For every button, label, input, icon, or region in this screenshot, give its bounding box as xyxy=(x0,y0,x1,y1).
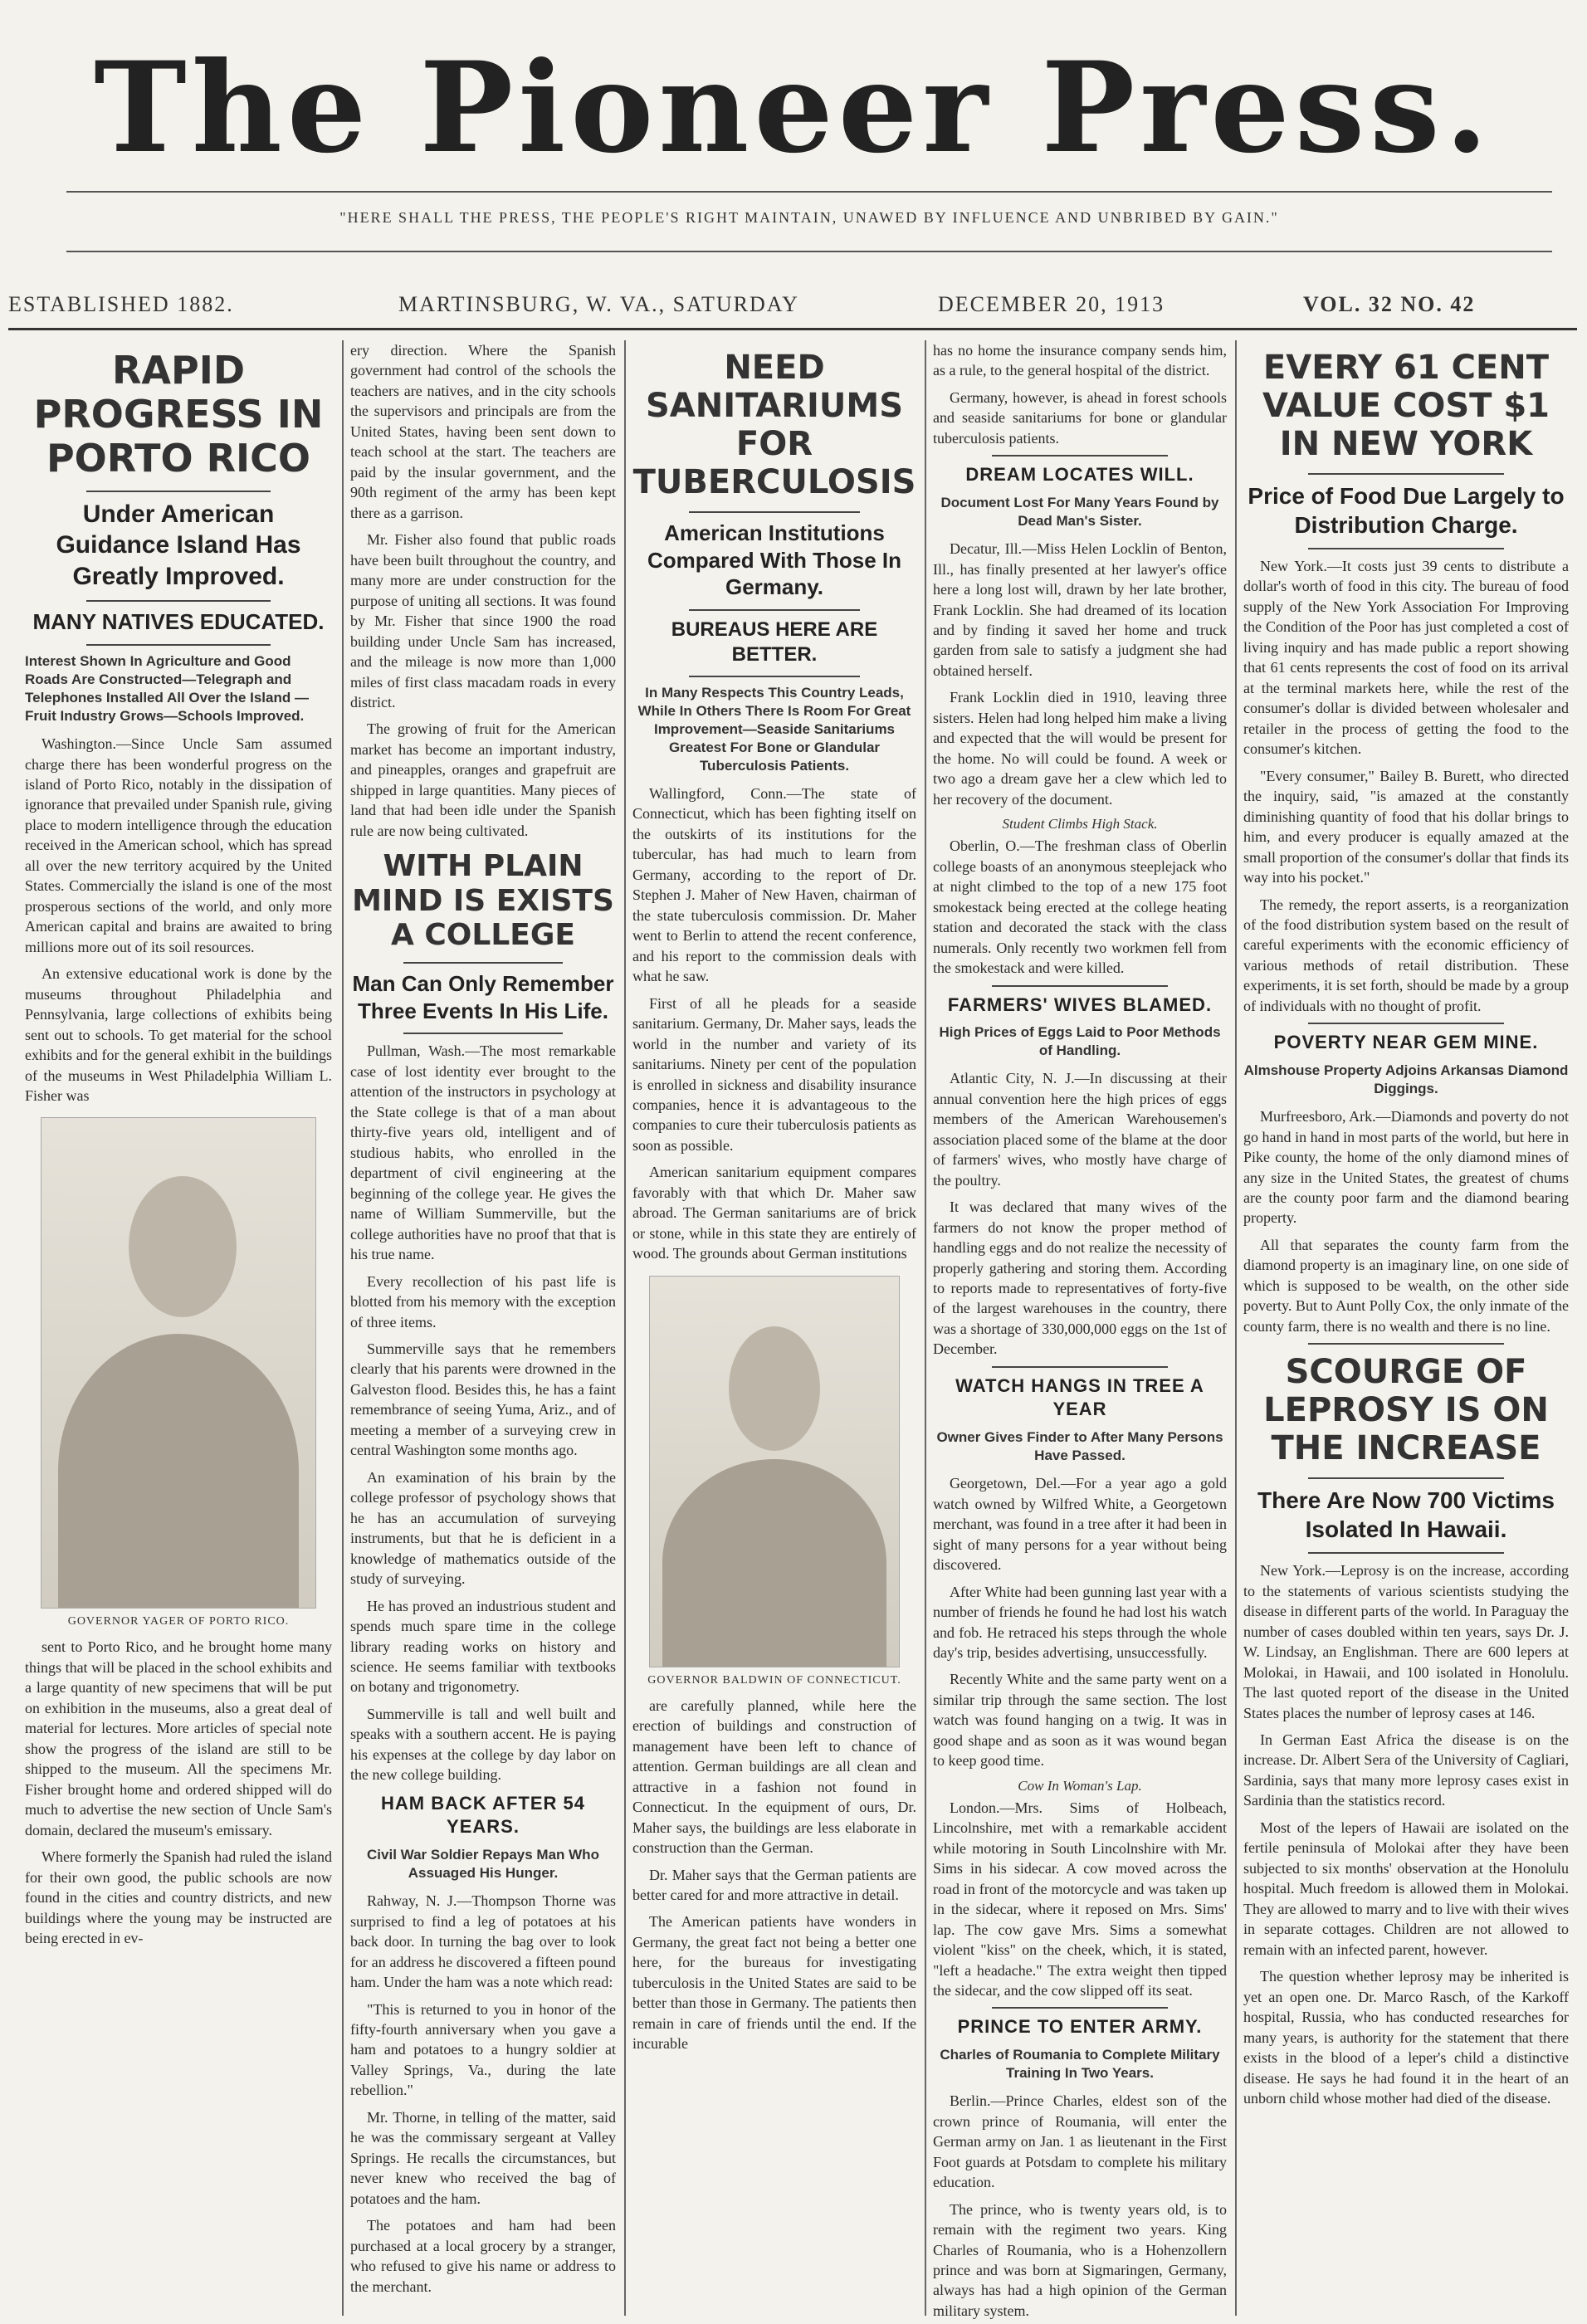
divider xyxy=(689,511,859,513)
divider xyxy=(1308,1477,1503,1479)
article-paragraph: Wallingford, Conn.—The state of Connecticut, which has been fighting itself on the outskirts of its institutions for the tubercular, has had much to learn from Germany, according to the report of Dr. Stephen J. Maher of New Haven, chairman of the state tuberculosis commission. Dr. Maher went to Berlin to attend the recent conference, and his report to the commission deals with what he saw. xyxy=(632,784,916,985)
motto: "HERE SHALL THE PRESS, THE PEOPLE'S RIGHT MAINTAIN, UNAWED BY INFLUENCE AND UNBRIBED BY GAIN." xyxy=(339,209,1279,226)
established: ESTABLISHED 1882. xyxy=(8,292,234,316)
portrait-shoulders xyxy=(662,1459,886,1667)
article-paragraph: sent to Porto Rico, and he brought home many things that will be placed in the school exhibits and a large quantity of new specimens that will be put on exhibition in the museums, also a great deal of material for lectures. More articles of special note show the progress of the island are still to be shipped to the museum. All the specimens Mr. Fisher brought home and ordered shipped will do much to advertise the new section of Uncle Sam's domain, declared the museum's emissary. xyxy=(25,1638,332,1838)
divider xyxy=(689,609,859,611)
column-rule xyxy=(925,340,926,2316)
subhead-porto-rico: Under American Guidance Island Has Greatly Improved. xyxy=(56,500,301,590)
headline-ham: HAM BACK AFTER 54 YEARS. xyxy=(381,1792,585,1838)
article-paragraph: are carefully planned, while here the erection of buildings and construction of management have been left to chance of attention. German buildings are all clean and attractive in a fashion not found in Connecticut. In the equipment of ours, Dr. Maher says, the buildings are less elaborate in construction than the German. xyxy=(632,1697,916,1857)
column-1 xyxy=(25,340,332,2320)
article-paragraph: Where formerly the Spanish had ruled the island for their own good, the public schools are now found in the cities and country districts, and new buildings where the young may be instructed are being erected in ev- xyxy=(25,1848,332,1947)
article-paragraph: New York.—Leprosy is on the increase, according to the statements of various scientists studying the disease in different parts of the world. In Paraguay the number of cases doubled within ten years, says Dr. J. W. Lindsay, an Englishman. There are 600 lepers at Molokai, in Hawaii, and 100 isolated in Honolulu. The last quoted report of the disease in the United States places the number of leprosy cases at 146. xyxy=(1243,1562,1569,1721)
article-paragraph: Oberlin, O.—The freshman class of Oberlin college boasts of an anonymous steeplejack who at night climbed to the top of a new 175 foot smokestack being erected at the college heating station and decorated the stack with the class numerals. Only recently two workmen fell from the smokestack and were killed. xyxy=(933,837,1227,977)
article-paragraph: Washington.—Since Uncle Sam assumed charge there has been wonderful progress on the island of Porto Rico, notably in the dissipation of ignorance that prevailed under Spanish rule, giving place to modern intelligence through the education received in the American school, which has spread all over the new territory acquired by the United States. Commercially the island is one of the most prosperous sections of the world, and only more American capital and brains are awaited to bring millions more out of its soil resources. xyxy=(25,735,332,955)
divider xyxy=(992,985,1168,987)
deck-porto-rico: Interest Shown In Agriculture and Good Roads Are Constructed—Telegraph and Telephones Installed All Over the Island — Fruit Industry Grows—Schools Improved. xyxy=(25,652,309,724)
column-5 xyxy=(1243,340,1569,2320)
column-4 xyxy=(933,340,1227,2320)
article-paragraph: Mr. Thorne, in telling of the matter, said he was the commissary sergeant at Valley Springs. He recalls the circumstances, but never knew who received the bag of potatoes and the ham. xyxy=(350,2108,616,2207)
deck-prince-army: Charles of Roumania to Complete Military Training In Two Years. xyxy=(940,2047,1220,2082)
deck-watch-tree: Owner Gives Finder to After Many Persons Have Passed. xyxy=(936,1429,1223,1464)
article-paragraph: Decatur, Ill.—Miss Helen Locklin of Benton, Ill., has finally presented at her lawyer's office here a long lost will, drawn by her late brother, Frank Locklin. She had dreamed of its location and by finding it saved her home and truck garden from sale to satisfy a judgment she had obtained herself. xyxy=(933,540,1227,679)
article-paragraph: Recently White and the same party went on a similar trip through the same section. The lost watch was found hanging on a twig. It was in good shape and as soon as it was wound began to keep good time. xyxy=(933,1671,1227,1770)
subhead-student-stack: Student Climbs High Stack. xyxy=(1002,816,1158,832)
newspaper-title: The Pioneer Press. xyxy=(94,35,1493,181)
subhead-natives: MANY NATIVES EDUCATED. xyxy=(32,609,325,635)
article-paragraph: Every recollection of his past life is blotted from his memory with the exception of three items. xyxy=(350,1272,616,1330)
divider xyxy=(1308,1552,1503,1554)
article-paragraph: The remedy, the report asserts, is a reorganization of the food distribution system based on the result of careful experiments with the economic efficiency of various methods of retail distribution. These experiments, it is set forth, should be made by a group of individuals with no thought of profit. xyxy=(1243,896,1569,1014)
portrait-governor-yager xyxy=(41,1117,316,1609)
place: MARTINSBURG, W. VA., SATURDAY xyxy=(398,292,799,316)
divider xyxy=(992,2007,1168,2009)
deck-dream-will: Document Lost For Many Years Found by Dead Man's Sister. xyxy=(940,494,1219,530)
divider xyxy=(689,676,859,677)
article-paragraph: Rahway, N. J.—Thompson Thorne was surprised to find a leg of potatoes at his back door. In turning the bag over to look for an address he discovered a fifteen pound ham. Under the ham was a note which read: xyxy=(350,1892,616,1991)
issue-date: DECEMBER 20, 1913 xyxy=(938,292,1165,316)
divider xyxy=(86,600,271,602)
article-paragraph: Atlantic City, N. J.—In discussing at their annual convention here the high prices of eggs members of the American Warehousemen's association placed some of the blame at the door of farmers' wives, who mostly have charge of the poultry. xyxy=(933,1070,1227,1189)
caption-governor-baldwin: GOVERNOR BALDWIN OF CONNECTICUT. xyxy=(647,1673,901,1687)
article-paragraph: After White had been gunning last year with a number of friends he found he had lost his watch and fob. He retraced his steps through the whole day's trip, besides advertising, unsuccessfully. xyxy=(933,1583,1227,1661)
article-paragraph: The American patients have wonders in Germany, the great fact not being a better one here, for the bureaus for investigating tuberculosis in the United States are said to be better than those in Germany. The patients then remain in care of friends until the end. If the incurable xyxy=(632,1913,916,2053)
subhead-leprosy: There Are Now 700 Victims Isolated In Hawaii. xyxy=(1257,1487,1555,1543)
article-paragraph: Berlin.—Prince Charles, eldest son of the crown prince of Roumania, will enter the German army on Jan. 1 as lieutenant in the First Foot guards at Potsdam to complete his military education. xyxy=(933,2092,1227,2191)
portrait-shoulders xyxy=(58,1334,299,1608)
column-2 xyxy=(350,340,616,2320)
portrait-governor-baldwin xyxy=(649,1276,900,1667)
article-paragraph: London.—Mrs. Sims of Holbeach, Lincolnshire, met with a remarkable accident while motoring in South Lincolnshire with Mr. Sims in his sidecar. A cow moved across the road in front of the motorcycle and was taken up in the sidecar, where it reposed on Mrs. Sims' lap. The cow gave Mrs. Sims a somewhat violent "kiss" on the cheek, which, it is stated, "left a headache." The extra weight then tipped the sidecar, and the cow slipped off its seat. xyxy=(933,1799,1227,1999)
column-3 xyxy=(632,340,916,2320)
deck-farmers-wives: High Prices of Eggs Laid to Poor Methods of Handling. xyxy=(939,1024,1221,1059)
article-paragraph: Frank Locklin died in 1910, leaving three sisters. Helen had long helped him make a living and expected that the will would be present for the home. No will could be found. A week or two ago a dream gave her a clew which led to her recovery of the document. xyxy=(933,689,1227,808)
headline-watch-tree: WATCH HANGS IN TREE A YEAR xyxy=(955,1374,1204,1420)
article-paragraph: Georgetown, Del.—For a year ago a gold watch owned by Wilfred White, a Georgetown merchant, was found in a tree after it had been in sight of many persons for a year without being discovered. xyxy=(933,1475,1227,1574)
deck-ham: Civil War Soldier Repays Man Who Assuaged His Hunger. xyxy=(367,1847,599,1882)
article-paragraph: "This is returned to you in honor of the fifty-fourth anniversary when you gave a ham and potatoes to a hungry soldier at Valley Springs, Va., during the late rebellion." xyxy=(350,2000,616,2099)
portrait-face xyxy=(129,1176,237,1317)
subhead-cow-lap: Cow In Woman's Lap. xyxy=(1018,1777,1142,1794)
subhead-college: Man Can Only Remember Three Events In His Life. xyxy=(352,971,614,1023)
divider xyxy=(86,491,271,492)
article-paragraph: The question whether leprosy may be inherited is yet an open one. Dr. Marco Rasch, of the Karkoff hospital, Russia, who has conducted researches for many years, is authority for the statement that there exists in the blood of a leper's child a distinctive disease. He says he had found it in the heart of an unborn child whose mother had died of the disease. xyxy=(1243,1968,1569,2107)
article-paragraph: An examination of his brain by the college professor of psychology shows that he has an accumulation of surveying instruments, but that he is deficient in a knowledge of mathematics outside of the study of surveying. xyxy=(350,1468,616,1588)
headline-food-cost: EVERY 61 CENT VALUE COST $1 IN NEW YORK xyxy=(1262,349,1550,463)
article-paragraph: In German East Africa the disease is on the increase. Dr. Albert Sera of the University of Cagliari, Sardinia, says that many more leprosy cases exist in Sardinia than the statistics record. xyxy=(1243,1731,1569,1809)
article-paragraph: Summerville says that he remembers clearly that his parents were drowned in the Galveston flood. Besides this, he has a faint remembrance of seeing Yuma, Ariz., and of meeting a member of a surveying crew in central Washington some months ago. xyxy=(350,1340,616,1459)
headline-college: WITH PLAIN MIND IS EXISTS A COLLEGE xyxy=(352,849,614,953)
divider xyxy=(1308,1023,1503,1024)
article-paragraph: Mr. Fisher also found that public roads have been built throughout the country, and many more are under construction for the purpose of uniting all sections. It was found by Mr. Fisher that since 1900 the road building under Uncle Sam has increased, and the mileage is now more than 1,000 miles of first class macadam roads in every district. xyxy=(350,531,616,710)
masthead xyxy=(0,0,1587,282)
divider xyxy=(992,1366,1168,1368)
headline-sanitariums: NEED SANITARIUMS FOR TUBERCULOSIS xyxy=(632,349,916,501)
headline-farmers-wives: FARMERS' WIVES BLAMED. xyxy=(947,994,1213,1015)
caption-governor-yager: GOVERNOR YAGER OF PORTO RICO. xyxy=(67,1615,290,1628)
article-paragraph: "Every consumer," Bailey B. Burett, who directed the inquiry, said, "is amazed at the constantly diminishing quantity of food that his dollar brings to him, and every producer is equally amazed at the small proportion of the consumer's dollar that finds its way into his pocket." xyxy=(1243,767,1569,886)
article-paragraph: All that separates the county farm from the diamond property is an imaginary line, on one side of which is supposed to be wealth, on the other side poverty. But to Aunt Polly Cox, the only inmate of the county farm, there is no wealth and there is no line. xyxy=(1243,1236,1569,1335)
dateline xyxy=(8,292,1577,325)
headline-prince-army: PRINCE TO ENTER ARMY. xyxy=(957,2016,1203,2038)
article-paragraph: Most of the lepers of Hawaii are isolated on the fertile peninsula of Molokai after they have been subjected to six months' observation at the Honolulu hospital. Much freedom is allowed them in Molokai. They are allowed to marry and to live with their wives in separate cottages. Children are not allowed to remain with an infected parent, however. xyxy=(1243,1819,1569,1958)
divider xyxy=(86,644,271,646)
dateline-rule xyxy=(8,328,1577,330)
divider xyxy=(1308,1343,1503,1345)
divider xyxy=(403,1033,563,1034)
portrait-face xyxy=(729,1326,820,1451)
article-paragraph: It was declared that many wives of the farmers do not know the proper method of handling eggs and do not realize the necessity of properly gathering and storing them. According to reports made to representatives of forty-five of the largest warehouses in the country, there was a shortage of 330,000,000 eggs on the 1st of December. xyxy=(933,1199,1227,1358)
divider xyxy=(992,455,1168,456)
deck-gem-mine: Almshouse Property Adjoins Arkansas Diamond Diggings. xyxy=(1243,1062,1569,1096)
subhead-bureaus: BUREAUS HERE ARE BETTER. xyxy=(671,618,878,666)
column-rule xyxy=(624,340,626,2316)
article-paragraph: The prince, who is twenty years old, is to remain with the regiment two years. King Charles of Roumania, who is a Hohenzollern prince and was born at Sigmaringen, Germany, always has had a high opinion of the German military system. xyxy=(933,2200,1227,2319)
divider xyxy=(1308,548,1503,549)
article-paragraph: New York.—It costs just 39 cents to distribute a dollar's worth of food in this city. The bureau of food supply of the New York Association For Improving the Condition of the Poor has just completed a cost of living inquiry and has made public a report showing that 61 cents represents the cost of food on its arrival at the terminal markets here, while the rest of the consumer's dollar is divided between wholesaler and retailer in the process of getting the food to the consumer's kitchen. xyxy=(1243,558,1569,758)
subhead-sanitariums: American Institutions Compared With Those In Germany. xyxy=(647,520,901,599)
column-rule xyxy=(342,340,344,2316)
headline-gem-mine: POVERTY NEAR GEM MINE. xyxy=(1273,1032,1539,1053)
article-paragraph: ery direction. Where the Spanish government had control of the schools the teachers are natives, and in the city schools the supervisors and principals are from the United States, having been sent down to teach school at the start. The teachers are paid by the insular government, and the 90th regiment of the army has been kept there as a garrison. xyxy=(350,342,616,521)
headline-dream-will: DREAM LOCATES WILL. xyxy=(965,464,1194,486)
subhead-food-cost: Price of Food Due Largely to Distribution Charge. xyxy=(1248,483,1565,538)
article-paragraph: Pullman, Wash.—The most remarkable case of lost identity ever brought to the attention of the instructors in psychology at the State college is that of a man about thirty-five years old, intelligent and of studious habits, who enrolled in the department of civil engineering at the beginning of the college year. He gives the name of William Summerville, but the college authorities have no proof that that is his true name. xyxy=(350,1042,616,1263)
divider xyxy=(403,962,563,964)
divider xyxy=(1308,473,1503,475)
article-paragraph: Murfreesboro, Ark.—Diamonds and poverty do not go hand in hand in most parts of the world, but here in Pike county, the home of the only diamond mines of any size in the United States, the greatest of chums are the county poor farm and the diamond bearing property. xyxy=(1243,1108,1569,1227)
article-paragraph: He has proved an industrious student and spends much spare time in the college library reading works on history and science. He seems familiar with textbooks on botany and trigonometry. xyxy=(350,1597,616,1696)
column-rule xyxy=(1235,340,1237,2316)
article-paragraph: An extensive educational work is done by the museums throughout Philadelphia and Pennsylvania, large collections of exhibits being sent out to schools. To get material for the school exhibits and for the general exhibit in the buildings of the museums in West Philadelphia William L. Fisher was xyxy=(25,965,332,1105)
headline-leprosy: SCOURGE OF LEPROSY IS ON THE INCREASE xyxy=(1263,1353,1549,1468)
article-paragraph: has no home the insurance company sends him, as a rule, to the general hospital of the district. xyxy=(933,342,1227,379)
deck-sanitariums: In Many Respects This Country Leads, While In Others There Is Room For Great Improvement—Seaside Sanitariums Greatest For Bone or Glandular Tuberculosis Patients. xyxy=(637,684,911,774)
volume-number: VOL. 32 NO. 42 xyxy=(1303,292,1476,316)
article-paragraph: American sanitarium equipment compares favorably with that which Dr. Maher saw abroad. The German sanitariums are of brick or stone, while in this state they are entirely of wood. The grounds about German institutions xyxy=(632,1164,916,1262)
article-paragraph: First of all he pleads for a seaside sanitarium. Germany, Dr. Maher says, leads the world in the number and variety of its sanitariums. Ninety per cent of the population is enrolled in sickness and disability insurance companies, hence it is advantageous to the companies to cure their tuberculosis patients as soon as possible. xyxy=(632,994,916,1154)
article-paragraph: Germany, however, is ahead in forest schools and seaside sanitariums for bone or glandular tuberculosis patients. xyxy=(933,388,1227,447)
article-paragraph: The potatoes and ham had been purchased at a local grocery by a stranger, who refused to give his name or address to the merchant. xyxy=(350,2217,616,2295)
article-paragraph: The growing of fruit for the American market has become an important industry, and pineapples, oranges and grapefruit are shipped in large quantities. Many pieces of land that had been idle under the Spanish rule are now being cultivated. xyxy=(350,720,616,839)
motto-box xyxy=(66,191,1552,252)
headline-porto-rico: RAPID PROGRESS IN PORTO RICO xyxy=(33,348,324,481)
article-paragraph: Dr. Maher says that the German patients are better cared for and more attractive in detail. xyxy=(632,1866,916,1903)
article-paragraph: Summerville is tall and well built and speaks with a southern accent. He is paying his expenses at the college by day labor on the new college building. xyxy=(350,1705,616,1784)
